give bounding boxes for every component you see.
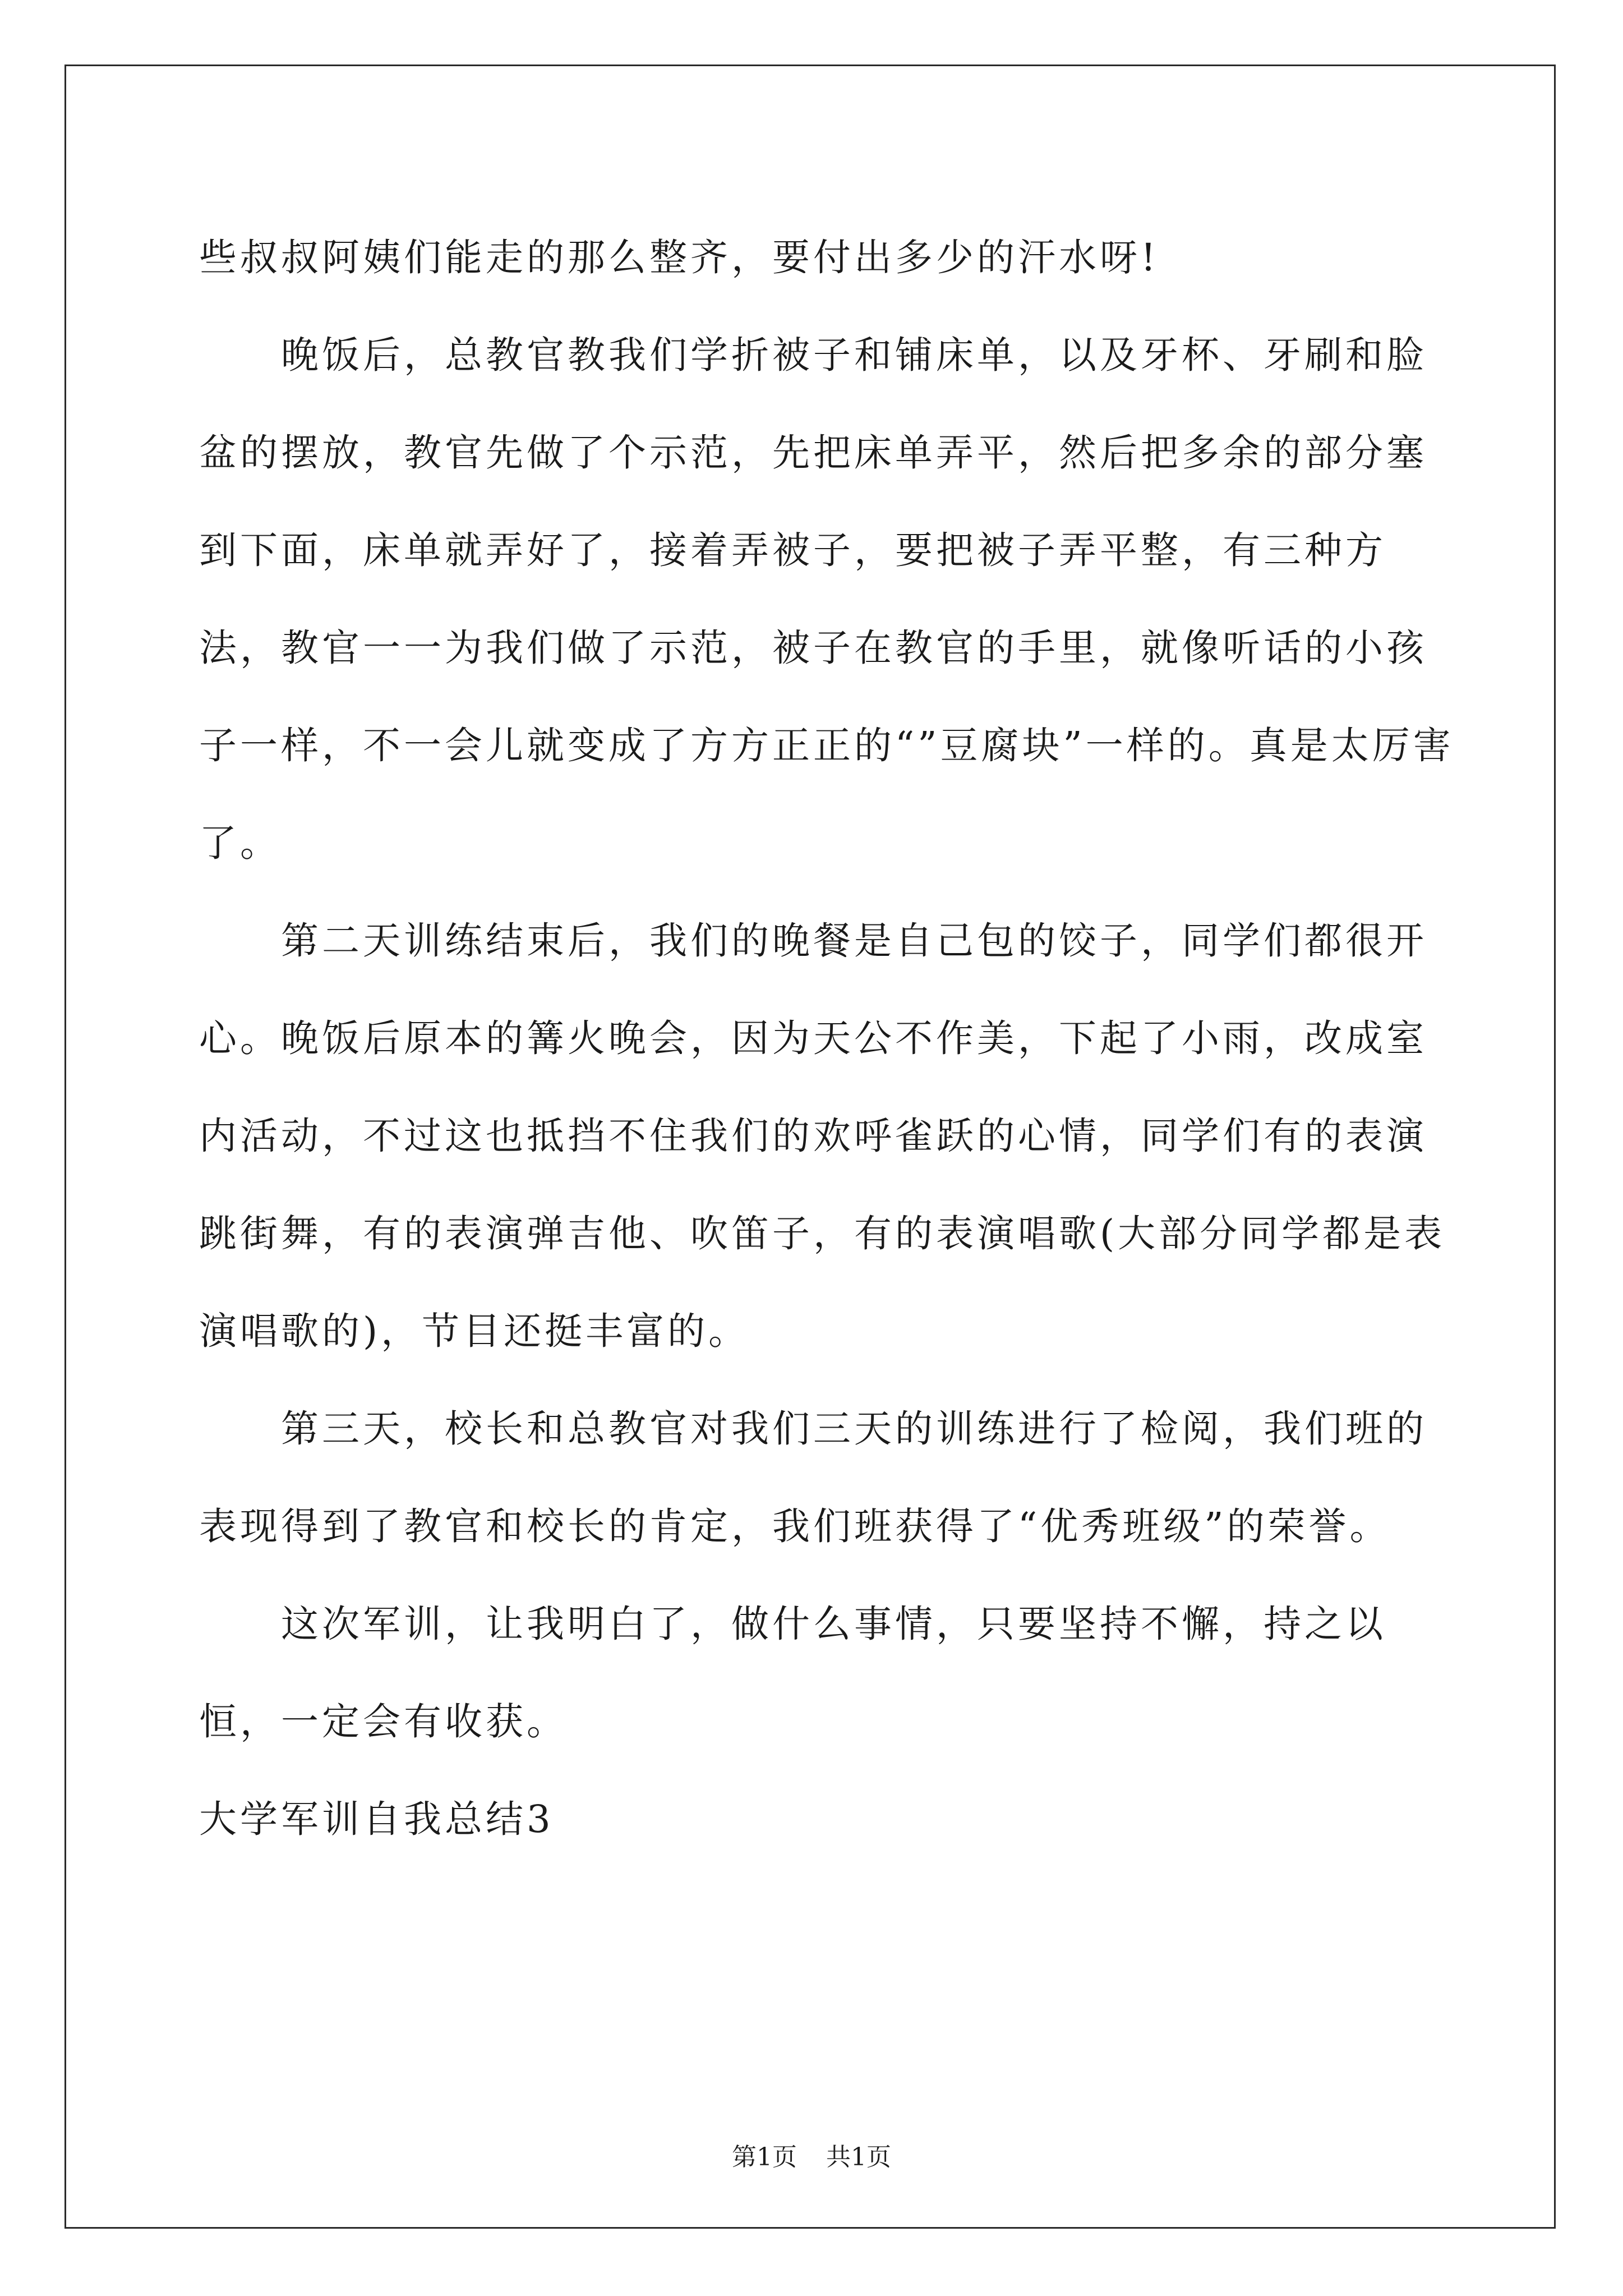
page-number: 第1页 [732, 2143, 797, 2171]
page-total: 共1页 [826, 2143, 891, 2171]
paragraph-1: 些叔叔阿姨们能走的那么整齐，要付出多少的汗水呀! [199, 236, 1159, 279]
paragraph-4: 第三天，校长和总教官对我们三天的训练进行了检阅，我们班的表现得到了教官和校长的肯定，我们班获得了“优秀班级”的荣誉。 [199, 1407, 1427, 1548]
section-heading: 大学军训自我总结3 [199, 1797, 554, 1841]
paragraph-2: 晚饭后，总教官教我们学折被子和铺床单，以及牙杯、牙刷和脸盆的摆放，教官先做了个示范，先把床单弄平，然后把多余的部分塞到下面，床单就弄好了，接着弄被子，要把被子弄平整，有三种方法，教官一一为我们做了示范，被子在教官的手里，就像听话的小孩子一样，不一会儿就变成了方方正正的“”豆腐块”一样的。真是太厉害了。 [199, 333, 1454, 865]
page-footer [0, 2142, 1623, 2173]
document-body [199, 209, 1467, 1868]
paragraph-3: 第二天训练结束后，我们的晚餐是自己包的饺子，同学们都很开心。晚饭后原本的篝火晚会，因为天公不作美，下起了小雨，改成室内活动，不过这也抵挡不住我们的欢呼雀跃的心情，同学们有的表演跳街舞，有的表演弹吉他、吹笛子，有的表演唱歌(大部分同学都是表演唱歌的)，节目还挺丰富的。 [199, 919, 1446, 1353]
paragraph-5: 这次军训，让我明白了，做什么事情，只要坚持不懈，持之以恒，一定会有收获。 [199, 1602, 1386, 1743]
